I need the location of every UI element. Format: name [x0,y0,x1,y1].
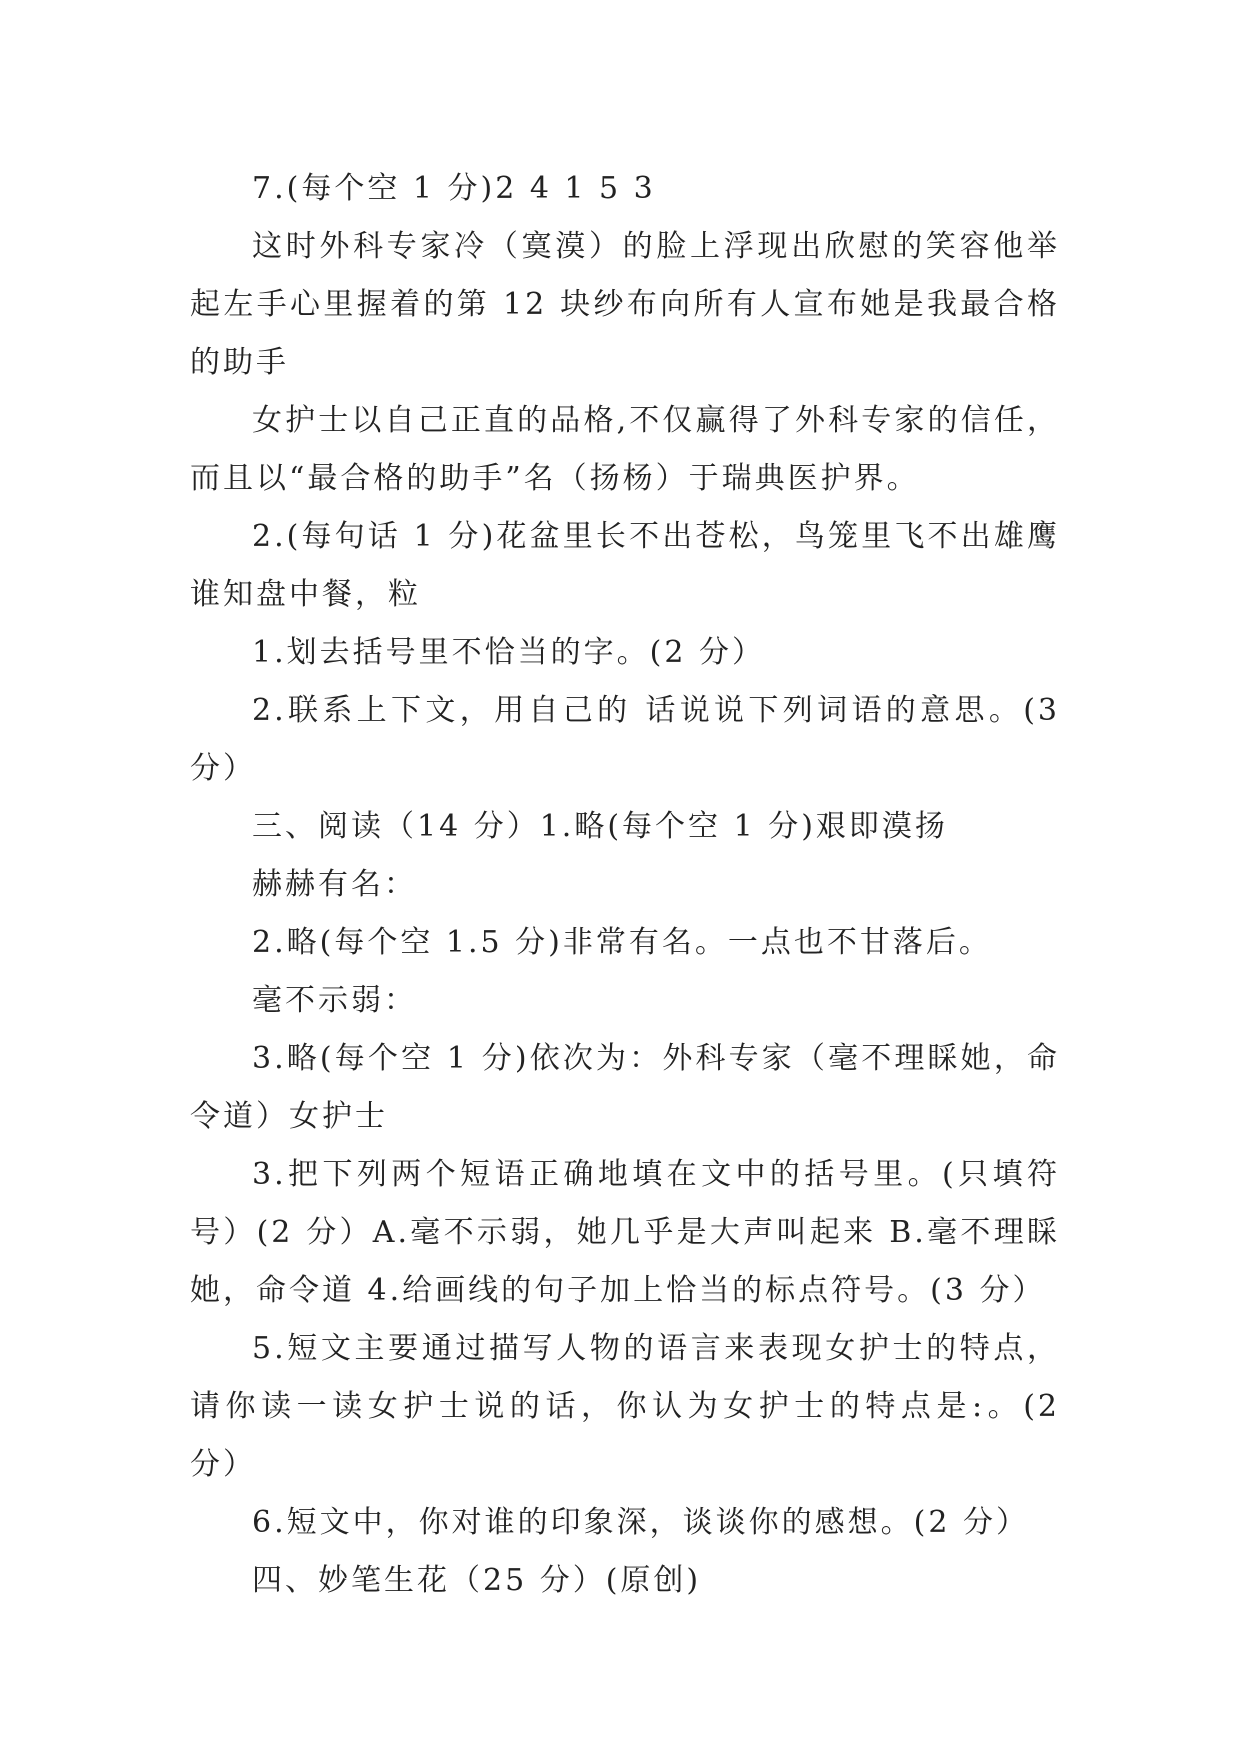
paragraph-section-writing: 四、妙笔生花（25 分）(原创) [252,1563,702,1598]
paragraph-question-6: 6.短文中，你对谁的印象深，谈谈你的感想。(2 分） [252,1505,1029,1540]
paragraph-section-reading: 三、阅读（14 分）1.略(每个空 1 分)艰即漠扬 [252,809,948,844]
paragraph-question-3-4: 3.把下列两个短语正确地填在文中的括号里。(只填符号）(2 分）A.毫不示弱，她几乎是大声叫起来 B.毫不理睬她，命令道 4.给画线的句子加上恰当的标点符号。(3 分） [190,1157,1060,1308]
paragraph-question-1: 1.划去括号里不恰当的字。(2 分） [252,635,765,670]
paragraph-answer-3: 3.略(每个空 1 分)依次为：外科专家（毫不理睬她，命令道）女护士 [190,1041,1060,1134]
paragraph-answer-2-sentences: 2.(每句话 1 分)花盆里长不出苍松，鸟笼里飞不出雄鹰谁知盘中餐，粒 [190,519,1060,612]
paragraph-question-2: 2.联系上下文，用自己的 话说说下列词语的意思。(3 分） [190,693,1060,786]
paragraph-surgeon-smile: 这时外科专家冷（寞漠）的脸上浮现出欣慰的笑容他举起左手心里握着的第 12 块纱布向所有人宣布她是我最合格的助手 [190,229,1060,380]
paragraph-term-hehe: 赫赫有名： [252,867,417,902]
paragraph-question-5: 5.短文主要通过描写人物的语言来表现女护士的特点，请你读一读女护士说的话，你认为女护士的特点是:。(2 分） [190,1331,1060,1482]
paragraph-answer-7: 7.(每个空 1 分)2 4 1 5 3 [252,171,656,206]
document-body [190,160,1060,1610]
paragraph-nurse-character: 女护士以自己正直的品格,不仅赢得了外科专家的信任，而且以“最合格的助手”名（扬杨）于瑞典医护界。 [190,403,1060,496]
paragraph-answer-2-meanings: 2.略(每个空 1.5 分)非常有名。一点也不甘落后。 [252,925,992,960]
paragraph-term-haobushiruo: 毫不示弱： [252,983,417,1018]
